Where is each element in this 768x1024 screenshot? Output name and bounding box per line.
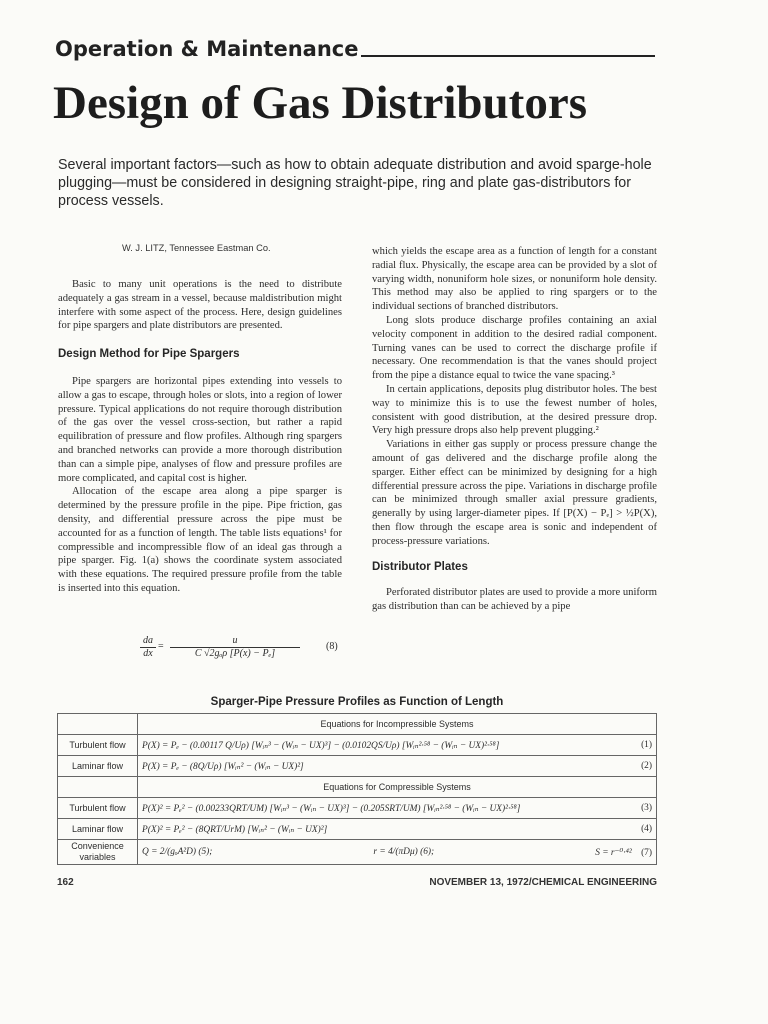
table-group-row <box>58 714 657 735</box>
left-column <box>58 278 342 596</box>
group-incompressible: Equations for Incompressible Systems <box>138 714 657 735</box>
convenience-cell <box>138 840 657 865</box>
row-label: Laminar flow <box>58 756 138 777</box>
equation-number: (7) <box>641 847 652 858</box>
equation-number: (1) <box>641 739 652 750</box>
equation-rhs <box>170 635 300 660</box>
table-group-row <box>58 777 657 798</box>
table-row <box>58 735 657 756</box>
row-label: Turbulent flow <box>58 798 138 819</box>
row-label: Convenience variables <box>58 840 138 865</box>
equation-number: (8) <box>326 641 338 652</box>
convenience-var-r: r = 4/(πDμ) (6); <box>373 846 435 857</box>
equation-cell <box>138 819 657 840</box>
subhead-distributor-plates: Distributor Plates <box>372 560 468 573</box>
table-row <box>58 819 657 840</box>
convenience-variables <box>142 847 652 858</box>
section-rule <box>361 55 655 57</box>
equation-text: P(X)² = Pₑ² − (0.00233QRT/UM) [Wᵢₙ³ − (Wᵢₙ − UX)³] − (0.205SRT/UM) [Wᵢₙ²·⁵⁸ − (Wᵢₙ − UX)²·⁵⁸] <box>142 803 521 814</box>
table-blank-cell <box>58 714 138 735</box>
body-paragraph: Variations in either gas supply or process pressure change the amount of gas delivered and the discharge profile along the sparger. Either effect can be minimized by designing for a high differential pressure across the pipe. Variations in discharge profile can be minimized through smaller axial pressure gradients, generally by using larger-diameter pipes. If [P(X) − Pₑ] > ½P(X), then flow through the escape area is sonic and independent of process-pressure variations. <box>372 439 657 547</box>
equation-text: P(X)² = Pₑ² − (8QRT/UrM) [Wᵢₙ² − (Wᵢₙ − UX)²] <box>142 824 328 835</box>
equation-cell <box>138 798 657 819</box>
body-paragraph: Allocation of the escape area along a pipe sparger is determined by the pressure profile in the pipe. Pipe friction, gas density, and differential pressure across the pipe must be accounted for as a function of length. The table lists equations¹ for compressible and incompressible flow of an ideal gas through a pipe sparger. Fig. 1(a) shows the coordinate system associated with these equations. The required pressure profile from the table is inserted into this equation. <box>58 486 342 594</box>
equation-lhs-denominator: dx <box>140 647 156 660</box>
journal-footer: NOVEMBER 13, 1972/CHEMICAL ENGINEERING <box>429 877 657 888</box>
row-label: Turbulent flow <box>58 735 138 756</box>
article-title: Design of Gas Distributors <box>53 77 587 129</box>
row-label: Laminar flow <box>58 819 138 840</box>
equation-text: P(X) = Pₑ − (8Q/Uρ) [Wᵢₙ² − (Wᵢₙ − UX)²] <box>142 761 304 772</box>
table-row <box>58 798 657 819</box>
group-compressible: Equations for Compressible Systems <box>138 777 657 798</box>
body-paragraph: Long slots produce discharge profiles containing an axial velocity component in addition to the desired radial component. Turning vanes can be used to correct the discharge profile if necessary. One recommendation is that the vanes should project from the pipe a distance equal to twice the vane spacing.³ <box>372 314 657 382</box>
page-number: 162 <box>57 877 74 888</box>
equation-cell <box>138 756 657 777</box>
section-header <box>55 32 655 60</box>
table-row <box>58 756 657 777</box>
equation-rhs-numerator: u <box>232 635 238 646</box>
table-blank-cell <box>58 777 138 798</box>
body-paragraph: In certain applications, deposits plug distributor holes. The best way to minimize this is to use the fewest number of holes, consistent with good distribution, at the desired pressure drop. Very high pressure drops also help prevent plugging.² <box>372 383 657 437</box>
equation-lhs <box>140 635 156 660</box>
section-label: Operation & Maintenance <box>55 37 359 61</box>
intro-paragraph: Basic to many unit operations is the need to distribute adequately a gas stream in a vessel, because maldistribution might interfere with some aspect of the process. Here, design guidelines for pipe spargers and plate distributors are presented. <box>58 279 342 332</box>
body-paragraph: which yields the escape area as a function of length for a constant radial flux. Physically, the escape area can be provided by a slot of varying width, nonuniform hole sizes, or nonuniform hole density. This method may also be applied to ring spargers or to the individual sections of branched distributors. <box>372 246 657 313</box>
equation-8 <box>130 633 345 667</box>
equation-text: P(X) = Pₑ − (0.00117 Q/Uρ) [Wᵢₙ³ − (Wᵢₙ − UX)³] − (0.0102QS/Uρ) [Wᵢₙ²·⁵⁸ − (Wᵢₙ − UX)²·⁵⁸] <box>142 740 500 751</box>
body-paragraph: Perforated distributor plates are used to provide a more uniform gas distribution than can be achieved by a pipe <box>372 587 657 613</box>
equation-number: (2) <box>641 760 652 771</box>
article-dek: Several important factors—such as how to obtain adequate distribution and avoid sparge-hole plugging—must be considered in designing straight-pipe, ring and plate gas-distributors for process vessels. <box>58 157 652 209</box>
convenience-var-s-text: S = r⁻⁰·⁴² <box>595 847 632 858</box>
table-title: Sparger-Pipe Pressure Profiles as Function of Length <box>210 696 504 708</box>
convenience-var-q: Q = 2/(gₒA²D) (5); <box>142 846 213 857</box>
body-paragraph: Pipe spargers are horizontal pipes extending into vessels to allow a gas to escape, through holes or slots, into a region of lower pressure. Typical applications do not require thorough distribution of the gas over the vessel cross-section, but rather a rapid equilibration of pressure and flow profiles. Although ring spargers and branched networks can provide a more thorough distribution than can a simple pipe, analyses of flow and pressure profiles are more complicated, and capital cost is higher. <box>58 375 342 484</box>
subhead-pipe-spargers: Design Method for Pipe Spargers <box>58 348 240 361</box>
equation-rhs-denominator: C √2gₒρ [P(x) − Pₑ] <box>170 647 300 660</box>
equation-cell <box>138 735 657 756</box>
pressure-profile-table <box>57 713 657 865</box>
table-row <box>58 840 657 865</box>
equation-number: (4) <box>641 823 652 834</box>
equals-sign: = <box>158 641 164 652</box>
right-column <box>372 245 657 614</box>
equation-lhs-numerator: da <box>143 635 153 646</box>
byline: W. J. LITZ, Tennessee Eastman Co. <box>122 243 271 253</box>
convenience-var-s <box>595 847 652 858</box>
equation-number: (3) <box>641 802 652 813</box>
